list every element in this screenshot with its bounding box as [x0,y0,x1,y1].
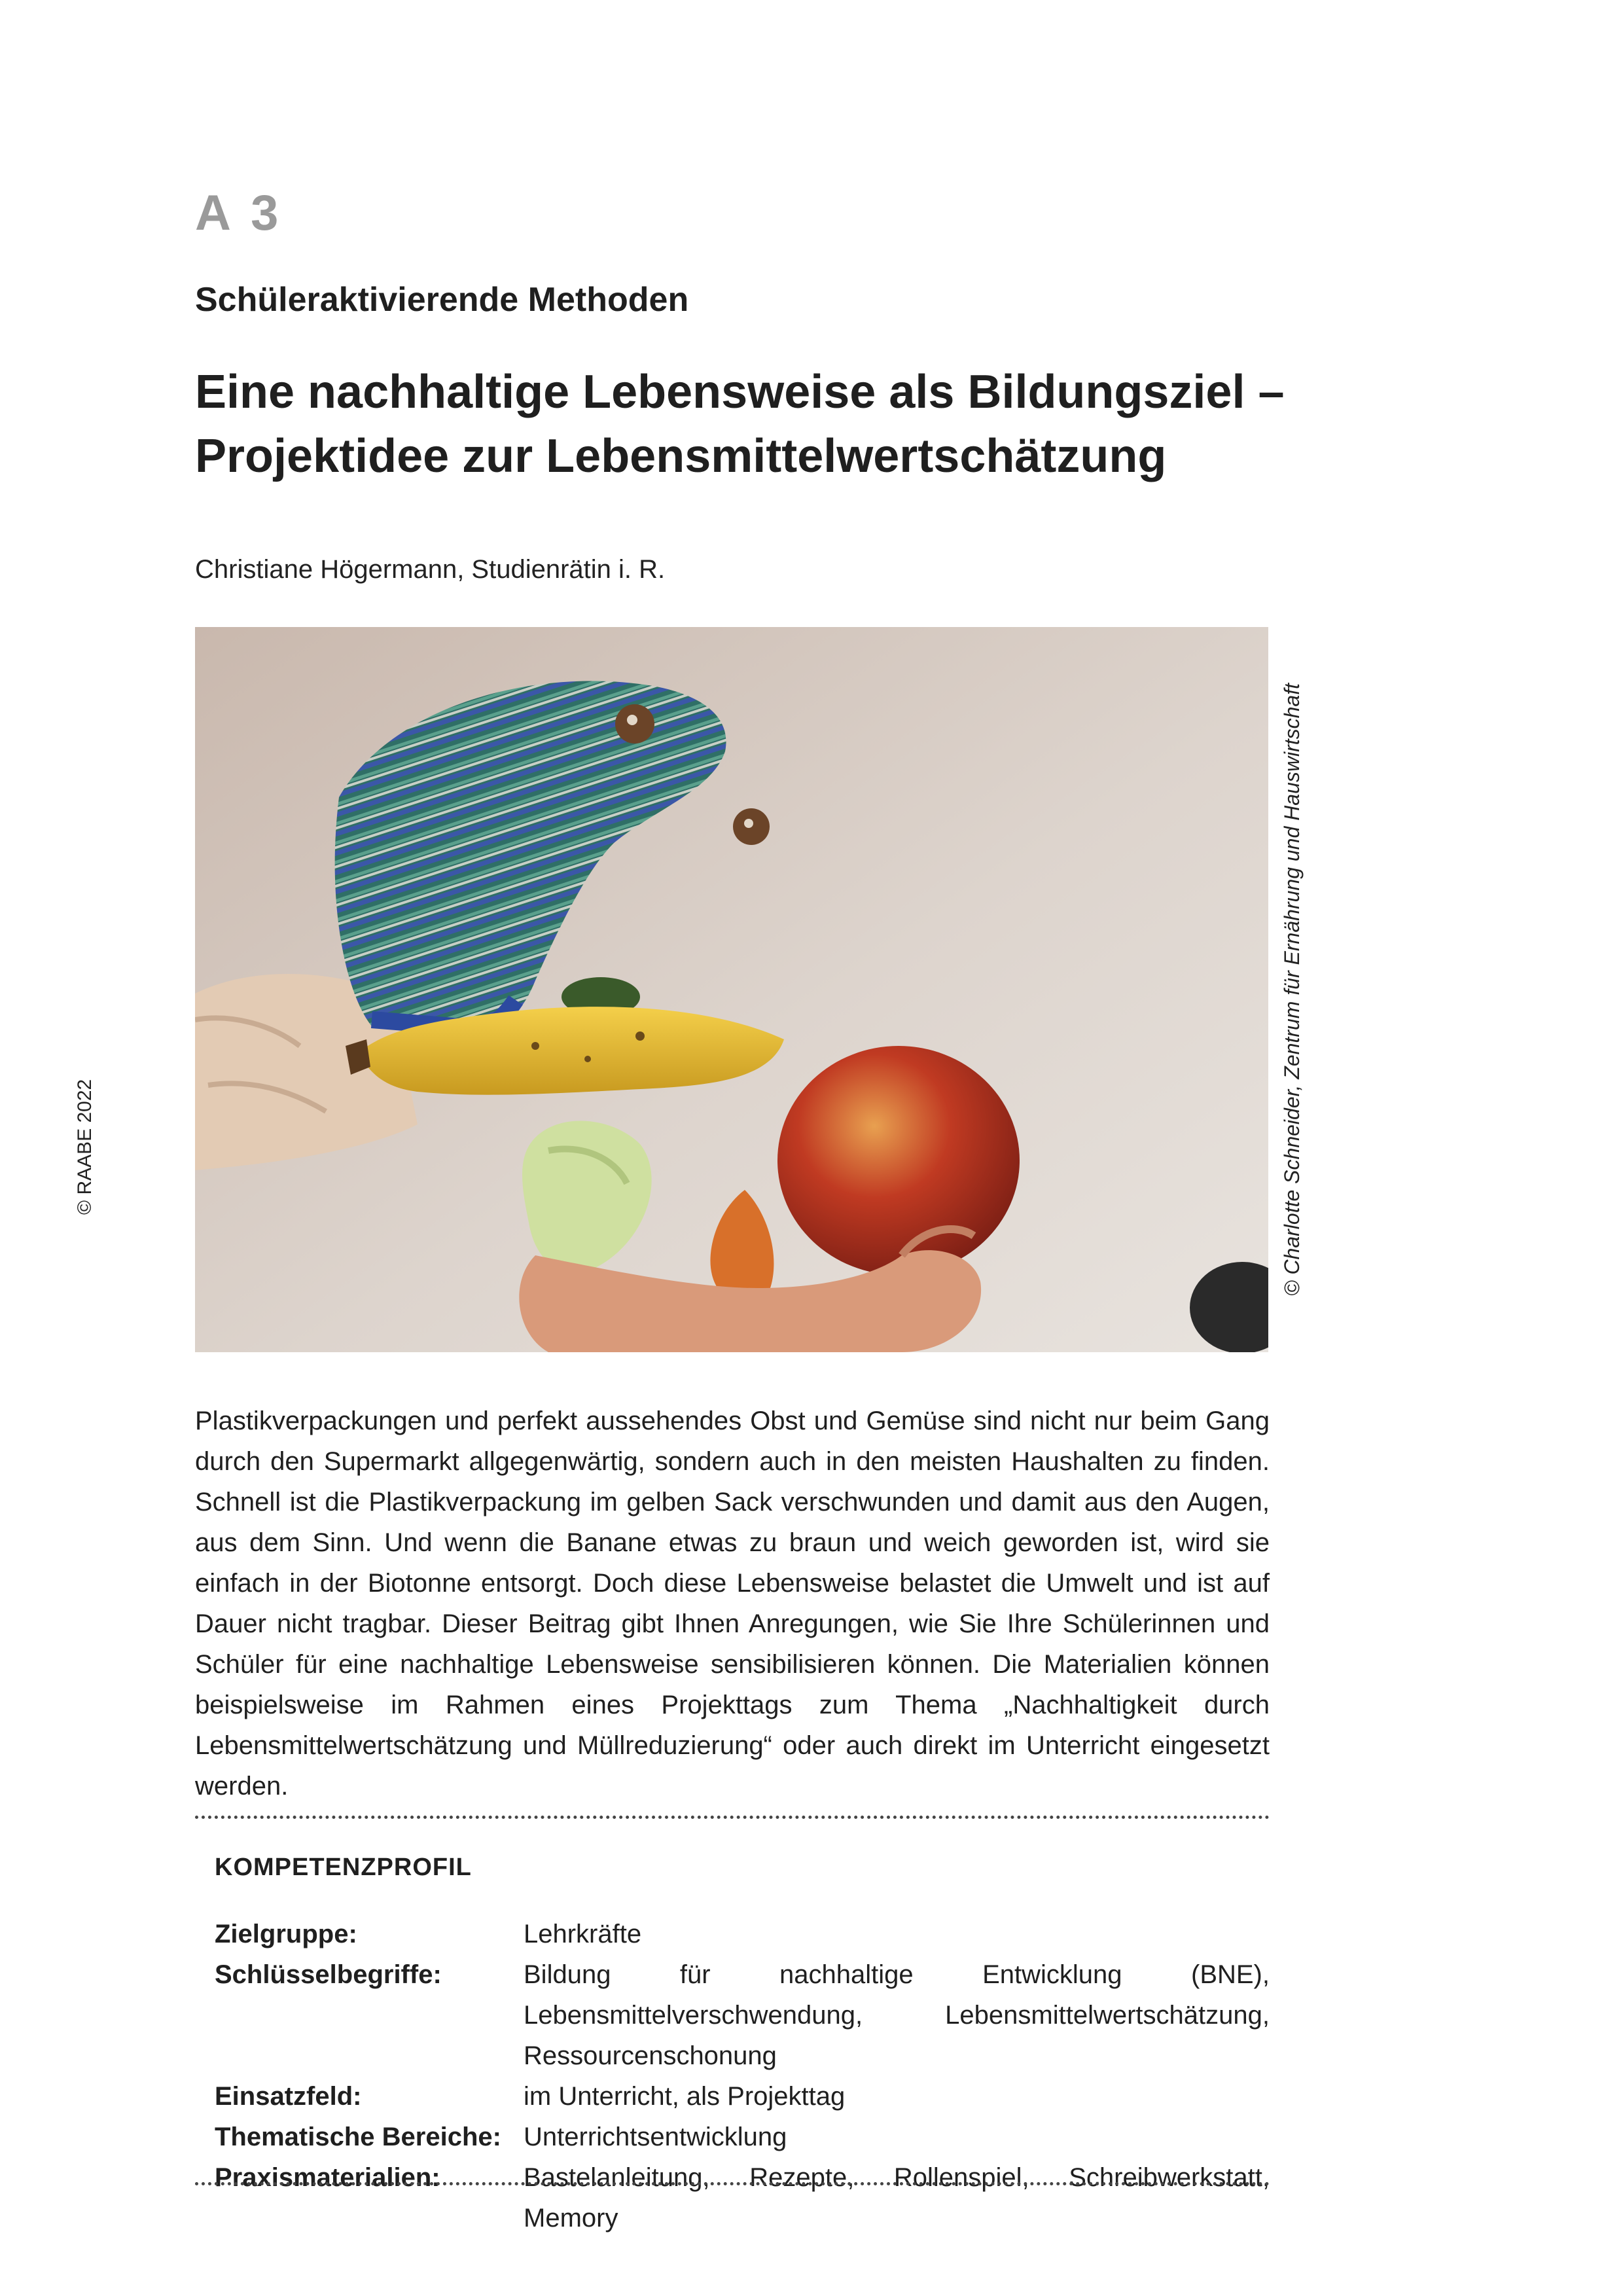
profile-value: Unterrichtsentwicklung [524,2123,787,2151]
page-title [195,360,1438,488]
profile-row [215,2157,1270,2238]
cover-photo [195,627,1268,1352]
copyright-notice: © RAABE 2022 [74,1079,96,1215]
dotted-divider-bottom [195,2182,1270,2185]
author-line: Christiane Högermann, Studienrätin i. R. [195,555,666,584]
section-code: A 3 [195,185,283,241]
profile-label: Zielgruppe: [215,1920,357,1948]
photo-credit: © Charlotte Schneider, Zentrum für Ernährung und Hauswirtschaft [1280,683,1304,1297]
apple [777,1046,1020,1275]
competence-profile [215,1914,1270,2238]
profile-value: Bastelanleitung, Rezepte, Rollenspiel, Schreibwerkstatt, Memory [524,2163,1270,2233]
profile-label: Einsatzfeld: [215,2082,362,2111]
profile-value: im Unterricht, als Projekttag [524,2082,846,2111]
profile-row [215,2117,1270,2157]
category-heading: Schüleraktivierende Methoden [195,281,689,319]
profile-row [215,2076,1270,2117]
intro-paragraph: Plastikverpackungen und perfekt aussehendes Obst und Gemüse sind nicht nur beim Gang durch den Supermarkt allgegenwärtig, sondern auch in den meisten Haushalten zu finden. Schnell ist die Plastikverpackung im gelben Sack verschwunden und damit aus den Augen, aus dem Sinn. Und wenn die Banane etwas zu braun und weich geworden ist, wird sie einfach in der Biotonne entsorgt. Doch diese Lebensweise belastet die Umwelt und ist auf Dauer nicht tragbar. Dieser Beitrag gibt Ihnen Anregungen, wie Sie Ihre Schülerinnen und Schüler für eine nachhaltige Lebensweise sensibilisieren können. Die Materialien können beispielsweise im Rahmen eines Projekttags zum Thema „Nachhaltigkeit durch Lebensmittelwertschätzung und Müllreduzierung“ oder auch direkt im Unterricht eingesetzt werden. [195,1407,1270,1801]
title-line-2: Projektidee zur Lebensmittelwertschätzung [195,430,1167,482]
profile-label: Praxismaterialien: [215,2163,440,2192]
profile-row [215,1954,1270,2076]
profile-label: Thematische Bereiche: [215,2123,501,2151]
profile-value: Bildung für nachhaltige Entwicklung (BNE), Lebensmittelverschwendung, Lebensmittelwertschätzung, Ressourcenschonung [524,1960,1270,2070]
profile-value: Lehrkräfte [524,1920,642,1948]
dotted-divider-top [195,1816,1270,1819]
puppet-with-food-illustration [195,627,1268,1352]
profile-row [215,1914,1270,1954]
profile-heading: KOMPETENZPROFIL [215,1854,472,1881]
title-line-1: Eine nachhaltige Lebensweise als Bildungsziel – [195,366,1285,418]
profile-label: Schlüsselbegriffe: [215,1960,442,1989]
